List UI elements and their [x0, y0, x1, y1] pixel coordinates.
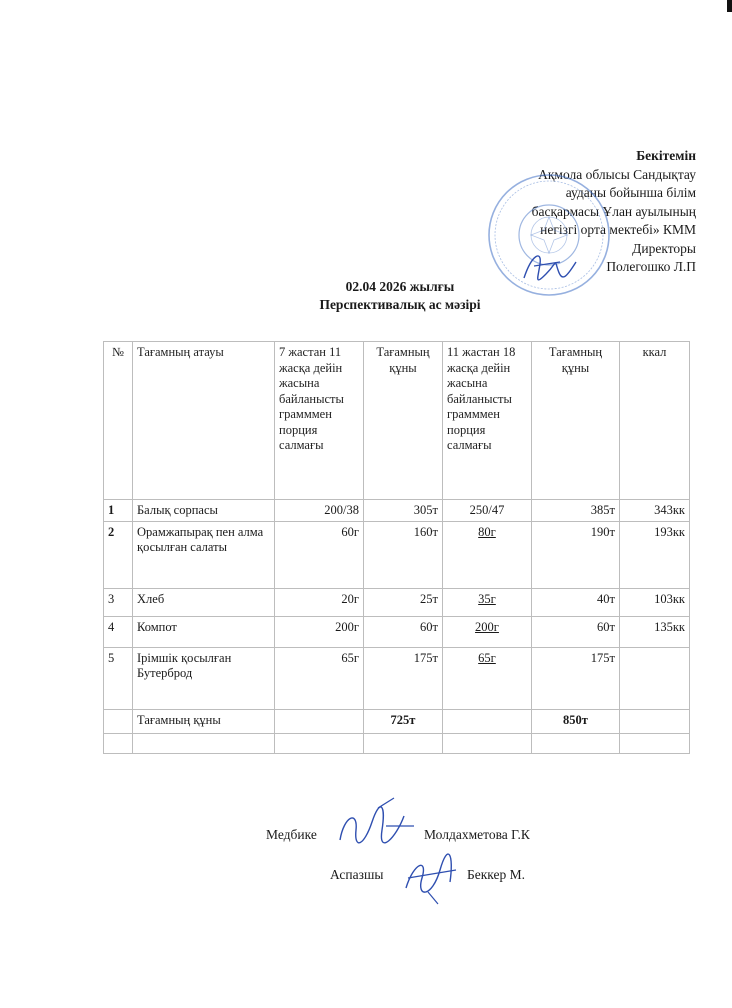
- approval-line: басқармасы Ұлан ауылының: [531, 203, 696, 219]
- price-11-18: 60т: [532, 617, 620, 648]
- scan-edge-mark: [727, 0, 732, 12]
- price-7-11: 305т: [364, 500, 443, 522]
- nurse-role: Медбике: [266, 827, 317, 842]
- row-number: 1: [104, 500, 133, 522]
- weight-11-18: 200г: [443, 617, 532, 648]
- header-cell: Тағамның құны: [532, 342, 620, 500]
- header-cell: 7 жастан 11 жасқа дейін жасына байланысты грамммен порция салмағы: [275, 342, 364, 500]
- price-7-11: 60т: [364, 617, 443, 648]
- weight-7-11: 65г: [275, 648, 364, 710]
- row-number: 5: [104, 648, 133, 710]
- approval-line: Ақмола облысы Сандықтау: [538, 166, 696, 182]
- dish-name: Балық сорпасы: [133, 500, 275, 522]
- nurse-name: Молдахметова Г.К: [424, 827, 530, 842]
- kcal: [620, 648, 690, 710]
- row-number: 4: [104, 617, 133, 648]
- kcal: 193кк: [620, 522, 690, 589]
- kcal: 343кк: [620, 500, 690, 522]
- header-cell: №: [104, 342, 133, 500]
- cook-signature: [398, 848, 464, 908]
- weight-11-18: 80г: [443, 522, 532, 589]
- approval-line: Директоры: [632, 240, 696, 256]
- weight-11-18: 35г: [443, 589, 532, 617]
- weight-7-11: 200/38: [275, 500, 364, 522]
- row-number: 2: [104, 522, 133, 589]
- menu-table: [103, 341, 690, 754]
- approval-title: Бекітемін: [636, 148, 696, 163]
- weight-7-11: 200г: [275, 617, 364, 648]
- header-cell: 11 жастан 18 жасқа дейін жасына байланысты грамммен порция салмағы: [443, 342, 532, 500]
- weight-7-11: 60г: [275, 522, 364, 589]
- approval-line: ауданы бойынша білім: [565, 185, 696, 200]
- total-row: [104, 710, 690, 734]
- menu-date: 02.04 2026 жылғы: [345, 279, 455, 294]
- empty-row: [104, 734, 690, 754]
- cook-name: Беккер М.: [467, 867, 526, 882]
- price-7-11: 175т: [364, 648, 443, 710]
- header-cell: Тағамның атауы: [133, 342, 275, 500]
- menu-title: Перспективалық ас мәзірі: [319, 297, 481, 312]
- total-price-11-18: 850т: [532, 710, 620, 734]
- total-price-7-11: 725т: [364, 710, 443, 734]
- table-row: [104, 500, 690, 522]
- table-row: [104, 589, 690, 617]
- dish-name: Орамжапырақ пен алма қосылған салаты: [133, 522, 275, 589]
- weight-11-18: 65г: [443, 648, 532, 710]
- table-row: [104, 617, 690, 648]
- menu-heading: [250, 278, 550, 314]
- table-header-row: [104, 342, 690, 500]
- table-row: [104, 648, 690, 710]
- dish-name: Компот: [133, 617, 275, 648]
- price-11-18: 190т: [532, 522, 620, 589]
- row-number: 3: [104, 589, 133, 617]
- price-11-18: 385т: [532, 500, 620, 522]
- table-row: [104, 522, 690, 589]
- dish-name: Хлеб: [133, 589, 275, 617]
- weight-11-18: 250/47: [443, 500, 532, 522]
- approval-line: негізгі орта мектебі» КММ: [540, 222, 696, 237]
- weight-7-11: 20г: [275, 589, 364, 617]
- price-11-18: 40т: [532, 589, 620, 617]
- price-7-11: 160т: [364, 522, 443, 589]
- price-7-11: 25т: [364, 589, 443, 617]
- cook-role: Аспазшы: [330, 867, 384, 882]
- director-name: Полегошко Л.П: [606, 259, 696, 274]
- total-label: Тағамның құны: [133, 710, 275, 734]
- kcal: 103кк: [620, 589, 690, 617]
- dish-name: Ірімшік қосылған Бутерброд: [133, 648, 275, 710]
- price-11-18: 175т: [532, 648, 620, 710]
- kcal: 135кк: [620, 617, 690, 648]
- header-cell: Тағамның құны: [364, 342, 443, 500]
- nurse-signature: [334, 796, 420, 856]
- header-cell: ккал: [620, 342, 690, 500]
